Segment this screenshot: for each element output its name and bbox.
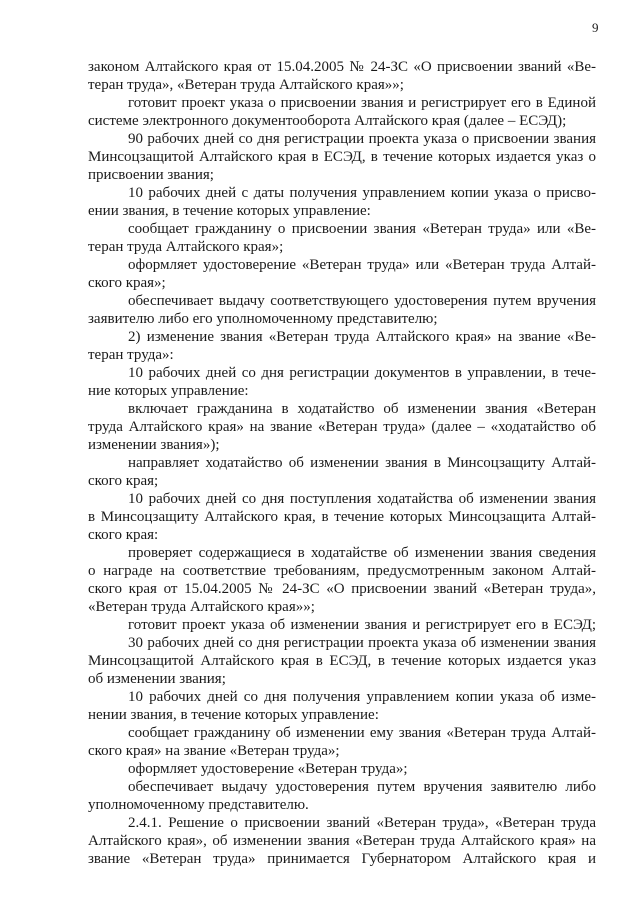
text-line: «Ветеран труда Алтайского края»»;	[88, 599, 315, 615]
text-line: об изменении звания;	[88, 671, 226, 687]
text-line: законом Алтайского края от 15.04.2005 № 24-ЗС «О присвоении званий «Ве-	[88, 59, 596, 75]
text-line: 30 рабочих дней со дня регистрации проекта указа об изменении звания	[128, 635, 596, 651]
text-line: готовит проект указа о присвоении звания и регистрирует его в Единой	[128, 95, 596, 111]
text-line: ского края»;	[88, 275, 166, 291]
text-line: 10 рабочих дней с даты получения управлением копии указа о присво-	[128, 185, 596, 201]
text-line: ского края от 15.04.2005 № 24-ЗС «О присвоении званий «Ветеран труда»,	[88, 581, 596, 597]
text-line: проверяет содержащиеся в ходатайстве об изменении звания сведения	[128, 545, 596, 561]
text-line: теран труда Алтайского края»;	[88, 239, 284, 255]
text-line: ского края;	[88, 473, 159, 489]
text-line: ского края:	[88, 527, 159, 543]
text-line: оформляет удостоверение «Ветеран труда»;	[128, 761, 408, 777]
text-line: ского края» на звание «Ветеран труда»;	[88, 743, 340, 759]
text-line: в Минсоцзащиту Алтайского края, в течение которых Минсоцзащита Алтай-	[88, 509, 596, 525]
text-line: 2) изменение звания «Ветеран труда Алтайского края» на звание «Ве-	[128, 329, 596, 345]
text-line: готовит проект указа об изменении звания и регистрирует его в ЕСЭД;	[128, 617, 596, 633]
text-line: Алтайского края», об изменении звания «Ветеран труда Алтайского края» на	[88, 833, 596, 849]
text-line: 10 рабочих дней со дня регистрации документов в управлении, в тече-	[128, 365, 596, 381]
text-line: 90 рабочих дней со дня регистрации проекта указа о присвоении звания	[128, 131, 596, 147]
text-line: заявителю либо его уполномоченному представителю;	[88, 311, 438, 327]
text-line: сообщает гражданину об изменении ему звания «Ветеран труда Алтай-	[128, 725, 596, 741]
text-line: Минсоцзащитой Алтайского края в ЕСЭД, в течение которых издается указ	[88, 653, 596, 669]
text-line: обеспечивает выдачу удостоверения путем вручения заявителю либо	[128, 779, 596, 795]
text-line: звание «Ветеран труда» принимается Губернатором Алтайского края и	[88, 851, 596, 867]
text-line: Минсоцзащитой Алтайского края в ЕСЭД, в течение которых издается указ о	[88, 149, 596, 165]
text-line: ении звания, в течение которых управление:	[88, 203, 371, 219]
text-line: обеспечивает выдачу соответствующего удостоверения путем вручения	[128, 293, 596, 309]
document-body	[88, 58, 596, 868]
text-line: теран труда», «Ветеран труда Алтайского края»»;	[88, 77, 404, 93]
page-number: 9	[592, 20, 599, 35]
text-line: уполномоченному представителю.	[88, 797, 309, 813]
text-line: 10 рабочих дней со дня получения управлением копии указа об изме-	[128, 689, 596, 705]
text-line: присвоении звания;	[88, 167, 214, 183]
text-line: труда Алтайского края» на звание «Ветеран труда» (далее – «ходатайство об	[88, 419, 596, 435]
text-line: 2.4.1. Решение о присвоении званий «Ветеран труда», «Ветеран труда	[128, 815, 596, 831]
text-line: направляет ходатайство об изменении звания в Минсоцзащиту Алтай-	[128, 455, 596, 471]
text-line: нении звания, в течение которых управление:	[88, 707, 379, 723]
text-line: оформляет удостоверение «Ветеран труда» или «Ветеран труда Алтай-	[128, 257, 596, 273]
text-line: ние которых управление:	[88, 383, 249, 399]
text-line: сообщает гражданину о присвоении звания «Ветеран труда» или «Ве-	[128, 221, 596, 237]
text-line: включает гражданина в ходатайство об изменении звания «Ветеран	[128, 401, 596, 417]
text-line: о награде на соответствие требованиям, предусмотренным законом Алтай-	[88, 563, 596, 579]
text-line: теран труда»:	[88, 347, 174, 363]
text-line: системе электронного документооборота Алтайского края (далее – ЕСЭД);	[88, 113, 567, 129]
text-line: изменении звания»);	[88, 437, 220, 453]
text-line: 10 рабочих дней со дня поступления ходатайства об изменении звания	[128, 491, 596, 507]
